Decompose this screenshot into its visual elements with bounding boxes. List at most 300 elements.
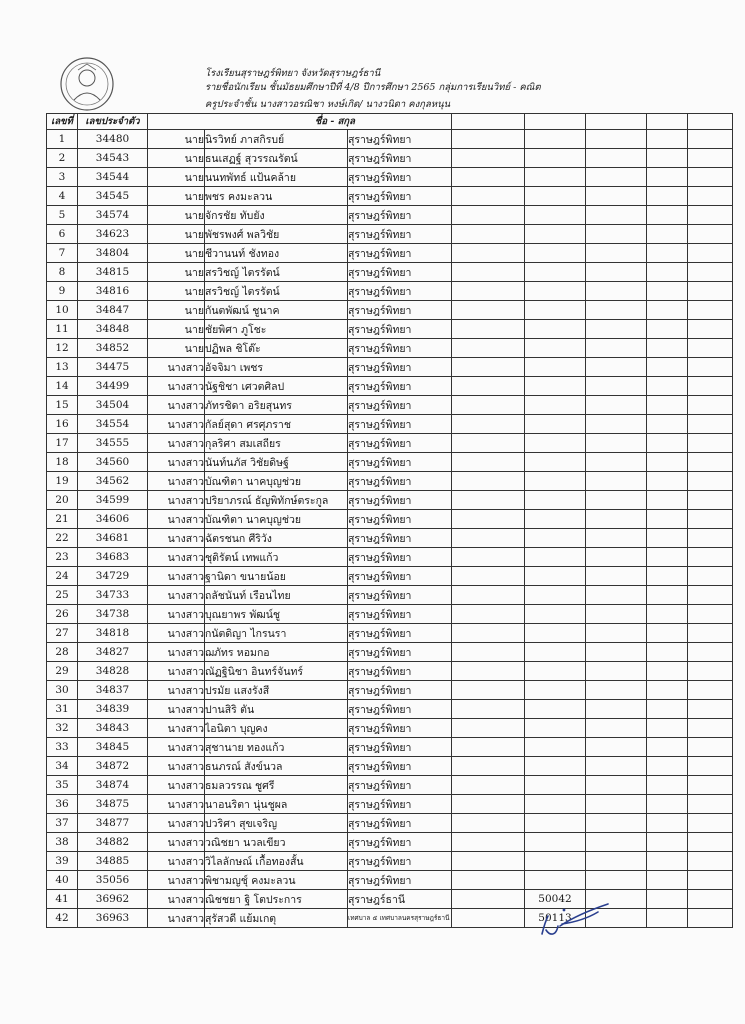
cell-blank bbox=[452, 415, 525, 434]
cell-no: 31 bbox=[47, 700, 78, 719]
table-row bbox=[47, 719, 733, 738]
cell-title: นาย bbox=[148, 339, 205, 358]
table-row bbox=[47, 472, 733, 491]
table-row bbox=[47, 909, 733, 928]
cell-full-name: ณิชชยา ฐิ โตประการ bbox=[205, 890, 348, 909]
cell-student-id: 34480 bbox=[78, 130, 148, 149]
cell-previous-school: สุราษฎร์พิทยา bbox=[348, 263, 452, 282]
cell-blank bbox=[452, 852, 525, 871]
cell-blank bbox=[586, 206, 647, 225]
cell-code bbox=[525, 624, 586, 643]
table-row bbox=[47, 320, 733, 339]
cell-student-id: 34606 bbox=[78, 510, 148, 529]
cell-previous-school: สุราษฎร์พิทยา bbox=[348, 567, 452, 586]
cell-blank bbox=[647, 396, 688, 415]
cell-no: 30 bbox=[47, 681, 78, 700]
table-row bbox=[47, 529, 733, 548]
cell-blank bbox=[586, 567, 647, 586]
cell-blank bbox=[688, 263, 733, 282]
cell-previous-school: สุราษฎร์พิทยา bbox=[348, 814, 452, 833]
cell-blank bbox=[452, 586, 525, 605]
cell-student-id: 34554 bbox=[78, 415, 148, 434]
cell-no: 17 bbox=[47, 434, 78, 453]
cell-blank bbox=[647, 624, 688, 643]
cell-full-name: ธนเสฏฐ์ สุวรรณรัตน์ bbox=[205, 149, 348, 168]
cell-full-name: พชร คงมะลวน bbox=[205, 187, 348, 206]
cell-blank bbox=[647, 377, 688, 396]
table-row bbox=[47, 434, 733, 453]
cell-previous-school: สุราษฎร์พิทยา bbox=[348, 643, 452, 662]
cell-blank bbox=[452, 757, 525, 776]
cell-no: 19 bbox=[47, 472, 78, 491]
cell-blank bbox=[647, 567, 688, 586]
cell-title: นางสาว bbox=[148, 415, 205, 434]
table-row bbox=[47, 567, 733, 586]
cell-code bbox=[525, 263, 586, 282]
cell-blank bbox=[688, 548, 733, 567]
cell-student-id: 34843 bbox=[78, 719, 148, 738]
cell-full-name: ปานสิริ ตัน bbox=[205, 700, 348, 719]
cell-title: นางสาว bbox=[148, 586, 205, 605]
cell-blank bbox=[688, 871, 733, 890]
cell-blank bbox=[452, 282, 525, 301]
cell-title: นางสาว bbox=[148, 472, 205, 491]
cell-blank bbox=[452, 795, 525, 814]
cell-blank bbox=[586, 415, 647, 434]
cell-code bbox=[525, 434, 586, 453]
cell-no: 26 bbox=[47, 605, 78, 624]
cell-full-name: ธนภรณ์ สังข์นวล bbox=[205, 757, 348, 776]
cell-blank bbox=[586, 643, 647, 662]
cell-previous-school: สุราษฎร์พิทยา bbox=[348, 795, 452, 814]
cell-blank bbox=[586, 871, 647, 890]
cell-previous-school: สุราษฎร์พิทยา bbox=[348, 358, 452, 377]
cell-no: 12 bbox=[47, 339, 78, 358]
cell-code bbox=[525, 301, 586, 320]
cell-blank bbox=[688, 187, 733, 206]
table-row bbox=[47, 776, 733, 795]
col-header-blank bbox=[586, 114, 647, 130]
cell-full-name: วิไลลักษณ์ เกื้อทองสั้น bbox=[205, 852, 348, 871]
cell-code bbox=[525, 206, 586, 225]
cell-blank bbox=[688, 453, 733, 472]
cell-student-id: 34839 bbox=[78, 700, 148, 719]
cell-blank bbox=[452, 130, 525, 149]
cell-student-id: 34544 bbox=[78, 168, 148, 187]
table-row bbox=[47, 339, 733, 358]
cell-blank bbox=[452, 491, 525, 510]
cell-student-id: 34874 bbox=[78, 776, 148, 795]
cell-student-id: 34818 bbox=[78, 624, 148, 643]
cell-previous-school: สุราษฎร์พิทยา bbox=[348, 187, 452, 206]
cell-student-id: 35056 bbox=[78, 871, 148, 890]
cell-blank bbox=[688, 472, 733, 491]
cell-blank bbox=[688, 244, 733, 263]
cell-no: 6 bbox=[47, 225, 78, 244]
cell-previous-school: สุราษฎร์พิทยา bbox=[348, 396, 452, 415]
cell-student-id: 34827 bbox=[78, 643, 148, 662]
table-row bbox=[47, 415, 733, 434]
cell-previous-school: สุราษฎร์พิทยา bbox=[348, 149, 452, 168]
cell-code bbox=[525, 852, 586, 871]
cell-blank bbox=[647, 681, 688, 700]
cell-blank bbox=[586, 586, 647, 605]
cell-previous-school: สุราษฎร์พิทยา bbox=[348, 738, 452, 757]
cell-code bbox=[525, 548, 586, 567]
table-row bbox=[47, 681, 733, 700]
school-title: โรงเรียนสุราษฎร์พิทยา จังหวัดสุราษฎร์ธานี bbox=[205, 68, 381, 79]
cell-title: นางสาว bbox=[148, 909, 205, 928]
cell-no: 24 bbox=[47, 567, 78, 586]
cell-title: นางสาว bbox=[148, 890, 205, 909]
cell-blank bbox=[688, 719, 733, 738]
cell-blank bbox=[647, 795, 688, 814]
table-row bbox=[47, 206, 733, 225]
cell-blank bbox=[586, 168, 647, 187]
cell-full-name: สรวิชญ์ ไตรรัตน์ bbox=[205, 282, 348, 301]
cell-no: 14 bbox=[47, 377, 78, 396]
roster-body bbox=[47, 130, 733, 928]
cell-full-name: กันตพัฒน์ ชูนาค bbox=[205, 301, 348, 320]
cell-blank bbox=[452, 776, 525, 795]
cell-blank bbox=[586, 795, 647, 814]
col-header-blank bbox=[688, 114, 733, 130]
cell-no: 5 bbox=[47, 206, 78, 225]
cell-title: นางสาว bbox=[148, 358, 205, 377]
cell-no: 1 bbox=[47, 130, 78, 149]
cell-blank bbox=[688, 586, 733, 605]
cell-blank bbox=[688, 624, 733, 643]
cell-previous-school: สุราษฎร์พิทยา bbox=[348, 206, 452, 225]
cell-code bbox=[525, 415, 586, 434]
cell-no: 32 bbox=[47, 719, 78, 738]
cell-blank bbox=[586, 491, 647, 510]
cell-code bbox=[525, 510, 586, 529]
cell-previous-school: สุราษฎร์พิทยา bbox=[348, 510, 452, 529]
cell-full-name: กุลริศา สมเสถียร bbox=[205, 434, 348, 453]
cell-title: นางสาว bbox=[148, 510, 205, 529]
cell-blank bbox=[688, 852, 733, 871]
cell-blank bbox=[688, 833, 733, 852]
cell-title: นางสาว bbox=[148, 434, 205, 453]
cell-student-id: 34504 bbox=[78, 396, 148, 415]
cell-blank bbox=[647, 434, 688, 453]
table-row bbox=[47, 187, 733, 206]
cell-previous-school: สุราษฎร์พิทยา bbox=[348, 776, 452, 795]
cell-title: นางสาว bbox=[148, 719, 205, 738]
cell-blank bbox=[586, 320, 647, 339]
table-row bbox=[47, 890, 733, 909]
cell-code: 50113 bbox=[525, 909, 586, 928]
cell-no: 2 bbox=[47, 149, 78, 168]
cell-blank bbox=[586, 263, 647, 282]
cell-blank bbox=[688, 795, 733, 814]
cell-no: 4 bbox=[47, 187, 78, 206]
cell-full-name: บัณฑิตา นาคบุญช่วย bbox=[205, 510, 348, 529]
cell-student-id: 36962 bbox=[78, 890, 148, 909]
col-header-blank bbox=[647, 114, 688, 130]
cell-blank bbox=[586, 681, 647, 700]
cell-student-id: 34847 bbox=[78, 301, 148, 320]
cell-blank bbox=[586, 605, 647, 624]
cell-previous-school: สุราษฎร์พิทยา bbox=[348, 871, 452, 890]
cell-full-name: ฐานิดา ขนายน้อย bbox=[205, 567, 348, 586]
cell-blank bbox=[688, 776, 733, 795]
cell-student-id: 34877 bbox=[78, 814, 148, 833]
cell-previous-school: สุราษฎร์พิทยา bbox=[348, 339, 452, 358]
cell-blank bbox=[688, 510, 733, 529]
cell-blank bbox=[647, 415, 688, 434]
cell-student-id: 34816 bbox=[78, 282, 148, 301]
cell-full-name: นาอนริตา นุ่นชูผล bbox=[205, 795, 348, 814]
cell-previous-school: สุราษฎร์ธานี bbox=[348, 890, 452, 909]
cell-blank bbox=[452, 643, 525, 662]
cell-previous-school: สุราษฎร์พิทยา bbox=[348, 453, 452, 472]
cell-no: 8 bbox=[47, 263, 78, 282]
cell-full-name: บุณยาพร พัฒน์ชู bbox=[205, 605, 348, 624]
cell-code bbox=[525, 662, 586, 681]
cell-full-name: ธมลวรรณ ชูศรี bbox=[205, 776, 348, 795]
cell-blank bbox=[688, 396, 733, 415]
cell-previous-school: สุราษฎร์พิทยา bbox=[348, 244, 452, 263]
cell-previous-school: สุราษฎร์พิทยา bbox=[348, 282, 452, 301]
cell-student-id: 34845 bbox=[78, 738, 148, 757]
cell-title: นางสาว bbox=[148, 453, 205, 472]
cell-previous-school: สุราษฎร์พิทยา bbox=[348, 434, 452, 453]
cell-student-id: 36963 bbox=[78, 909, 148, 928]
cell-blank bbox=[647, 301, 688, 320]
table-row bbox=[47, 377, 733, 396]
cell-no: 42 bbox=[47, 909, 78, 928]
cell-blank bbox=[586, 301, 647, 320]
cell-blank bbox=[688, 377, 733, 396]
cell-blank bbox=[452, 472, 525, 491]
cell-full-name: ฌภัทร หอมกอ bbox=[205, 643, 348, 662]
cell-no: 33 bbox=[47, 738, 78, 757]
cell-blank bbox=[586, 776, 647, 795]
cell-previous-school: สุราษฎร์พิทยา bbox=[348, 624, 452, 643]
cell-code bbox=[525, 738, 586, 757]
cell-title: นาย bbox=[148, 244, 205, 263]
cell-blank bbox=[586, 814, 647, 833]
cell-full-name: สุชานาย ทองแก้ว bbox=[205, 738, 348, 757]
cell-full-name: วณิชยา นวลเขียว bbox=[205, 833, 348, 852]
cell-previous-school: สุราษฎร์พิทยา bbox=[348, 662, 452, 681]
cell-code bbox=[525, 795, 586, 814]
cell-previous-school: สุราษฎร์พิทยา bbox=[348, 529, 452, 548]
table-row bbox=[47, 244, 733, 263]
cell-blank bbox=[647, 529, 688, 548]
cell-blank bbox=[688, 700, 733, 719]
cell-previous-school: สุราษฎร์พิทยา bbox=[348, 757, 452, 776]
cell-previous-school: สุราษฎร์พิทยา bbox=[348, 700, 452, 719]
cell-no: 28 bbox=[47, 643, 78, 662]
cell-blank bbox=[688, 206, 733, 225]
cell-title: นางสาว bbox=[148, 605, 205, 624]
cell-full-name: นนทพัทธ์ แป้นคล้าย bbox=[205, 168, 348, 187]
cell-code bbox=[525, 377, 586, 396]
cell-code bbox=[525, 605, 586, 624]
cell-blank bbox=[688, 415, 733, 434]
cell-blank bbox=[452, 624, 525, 643]
table-row bbox=[47, 833, 733, 852]
cell-student-id: 34828 bbox=[78, 662, 148, 681]
cell-blank bbox=[452, 187, 525, 206]
cell-code bbox=[525, 681, 586, 700]
cell-full-name: ณัฏฐินิชา อินทร์จันทร์ bbox=[205, 662, 348, 681]
cell-code bbox=[525, 586, 586, 605]
cell-title: นาย bbox=[148, 187, 205, 206]
col-header-blank bbox=[525, 114, 586, 130]
cell-blank bbox=[586, 187, 647, 206]
cell-student-id: 34599 bbox=[78, 491, 148, 510]
cell-blank bbox=[586, 700, 647, 719]
cell-full-name: ปริยาภรณ์ ธัญพิทักษ์ตระกูล bbox=[205, 491, 348, 510]
cell-blank bbox=[647, 510, 688, 529]
cell-blank bbox=[688, 358, 733, 377]
cell-code bbox=[525, 339, 586, 358]
cell-blank bbox=[647, 643, 688, 662]
table-row bbox=[47, 491, 733, 510]
cell-title: นาย bbox=[148, 149, 205, 168]
cell-blank bbox=[647, 187, 688, 206]
cell-previous-school: สุราษฎร์พิทยา bbox=[348, 681, 452, 700]
table-row bbox=[47, 586, 733, 605]
cell-blank bbox=[452, 890, 525, 909]
cell-student-id: 34815 bbox=[78, 263, 148, 282]
cell-blank bbox=[647, 244, 688, 263]
cell-title: นางสาว bbox=[148, 624, 205, 643]
cell-no: 25 bbox=[47, 586, 78, 605]
cell-title: นาย bbox=[148, 263, 205, 282]
cell-blank bbox=[452, 434, 525, 453]
cell-code bbox=[525, 149, 586, 168]
cell-blank bbox=[688, 168, 733, 187]
cell-title: นางสาว bbox=[148, 681, 205, 700]
table-row bbox=[47, 795, 733, 814]
cell-full-name: นันท์นภัส วิชัยดิษฐ์ bbox=[205, 453, 348, 472]
cell-student-id: 34560 bbox=[78, 453, 148, 472]
cell-code: 50042 bbox=[525, 890, 586, 909]
cell-student-id: 34852 bbox=[78, 339, 148, 358]
cell-blank bbox=[452, 206, 525, 225]
cell-blank bbox=[688, 529, 733, 548]
cell-blank bbox=[647, 453, 688, 472]
table-row bbox=[47, 225, 733, 244]
cell-blank bbox=[647, 757, 688, 776]
cell-student-id: 34875 bbox=[78, 795, 148, 814]
cell-blank bbox=[586, 757, 647, 776]
cell-blank bbox=[647, 738, 688, 757]
table-row bbox=[47, 396, 733, 415]
cell-student-id: 34681 bbox=[78, 529, 148, 548]
cell-title: นาย bbox=[148, 130, 205, 149]
cell-code bbox=[525, 282, 586, 301]
cell-previous-school: สุราษฎร์พิทยา bbox=[348, 719, 452, 738]
cell-code bbox=[525, 643, 586, 662]
cell-blank bbox=[688, 662, 733, 681]
cell-previous-school: สุราษฎร์พิทยา bbox=[348, 168, 452, 187]
cell-title: นางสาว bbox=[148, 738, 205, 757]
cell-code bbox=[525, 244, 586, 263]
cell-blank bbox=[688, 643, 733, 662]
cell-blank bbox=[647, 852, 688, 871]
cell-blank bbox=[586, 225, 647, 244]
cell-previous-school: สุราษฎร์พิทยา bbox=[348, 472, 452, 491]
cell-full-name: ถลัชนันท์ เรือนไทย bbox=[205, 586, 348, 605]
cell-student-id: 34837 bbox=[78, 681, 148, 700]
cell-blank bbox=[586, 852, 647, 871]
cell-student-id: 34804 bbox=[78, 244, 148, 263]
cell-full-name: สรวิชญ์ ไตรรัตน์ bbox=[205, 263, 348, 282]
cell-no: 13 bbox=[47, 358, 78, 377]
cell-title: นางสาว bbox=[148, 567, 205, 586]
cell-blank bbox=[647, 320, 688, 339]
cell-blank bbox=[452, 396, 525, 415]
cell-blank bbox=[586, 434, 647, 453]
table-row bbox=[47, 282, 733, 301]
table-row bbox=[47, 871, 733, 890]
cell-previous-school: สุราษฎร์พิทยา bbox=[348, 548, 452, 567]
table-row bbox=[47, 624, 733, 643]
cell-blank bbox=[452, 320, 525, 339]
cell-blank bbox=[688, 681, 733, 700]
cell-code bbox=[525, 130, 586, 149]
cell-full-name: บัณฑิตา นาคบุญช่วย bbox=[205, 472, 348, 491]
table-row bbox=[47, 453, 733, 472]
cell-title: นางสาว bbox=[148, 776, 205, 795]
cell-previous-school: สุราษฎร์พิทยา bbox=[348, 586, 452, 605]
cell-no: 20 bbox=[47, 491, 78, 510]
cell-no: 15 bbox=[47, 396, 78, 415]
cell-previous-school: สุราษฎร์พิทยา bbox=[348, 852, 452, 871]
cell-title: นาย bbox=[148, 206, 205, 225]
cell-no: 36 bbox=[47, 795, 78, 814]
cell-blank bbox=[452, 700, 525, 719]
cell-blank bbox=[586, 453, 647, 472]
cell-full-name: ภัทรชิดา อริยสุนทร bbox=[205, 396, 348, 415]
cell-blank bbox=[688, 890, 733, 909]
col-header-name: ชื่อ - สกุล bbox=[148, 114, 452, 130]
cell-full-name: ปฏิพล ชิโต๊ะ bbox=[205, 339, 348, 358]
cell-blank bbox=[586, 529, 647, 548]
cell-full-name: กนัตดิญา ไกรนรา bbox=[205, 624, 348, 643]
cell-blank bbox=[647, 472, 688, 491]
cell-title: นางสาว bbox=[148, 833, 205, 852]
cell-previous-school: สุราษฎร์พิทยา bbox=[348, 491, 452, 510]
cell-blank bbox=[452, 662, 525, 681]
cell-full-name: ไอนิตา บุญคง bbox=[205, 719, 348, 738]
cell-title: นางสาว bbox=[148, 814, 205, 833]
cell-no: 21 bbox=[47, 510, 78, 529]
cell-no: 22 bbox=[47, 529, 78, 548]
table-row bbox=[47, 738, 733, 757]
cell-title: นางสาว bbox=[148, 396, 205, 415]
class-list-title: รายชื่อนักเรียน ชั้นมัธยมศึกษาปีที่ 4/8 ปีการศึกษา 2565 กลุ่มการเรียนวิทย์ - คณิต bbox=[205, 82, 541, 93]
table-row bbox=[47, 168, 733, 187]
cell-blank bbox=[452, 168, 525, 187]
cell-student-id: 34882 bbox=[78, 833, 148, 852]
cell-blank bbox=[452, 301, 525, 320]
cell-blank bbox=[647, 700, 688, 719]
cell-full-name: ชัยพิศา ภูโชะ bbox=[205, 320, 348, 339]
cell-code bbox=[525, 757, 586, 776]
col-header-blank bbox=[452, 114, 525, 130]
cell-blank bbox=[647, 548, 688, 567]
cell-previous-school: สุราษฎร์พิทยา bbox=[348, 377, 452, 396]
cell-code bbox=[525, 871, 586, 890]
cell-no: 35 bbox=[47, 776, 78, 795]
